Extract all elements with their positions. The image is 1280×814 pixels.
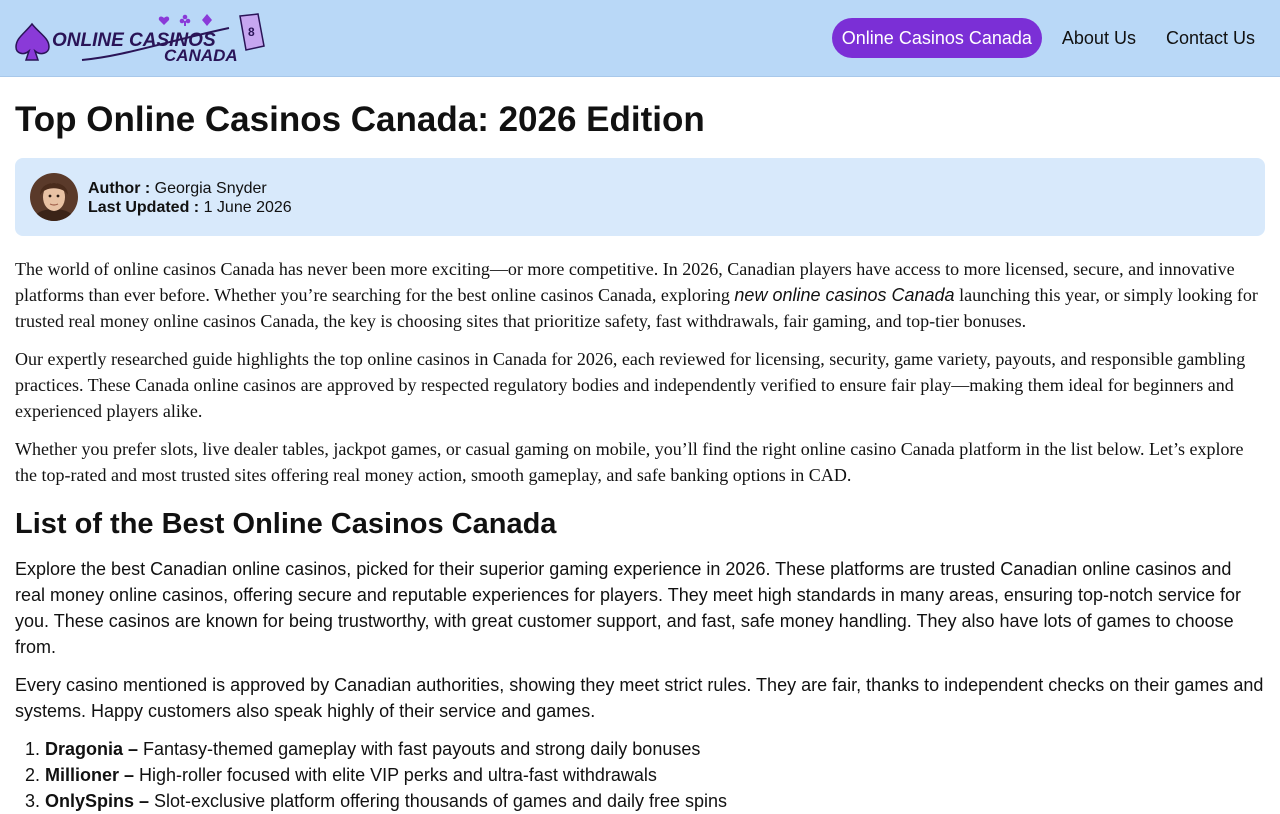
casino-desc: Fantasy-themed gameplay with fast payouts and strong daily bonuses bbox=[138, 739, 701, 759]
author-meta bbox=[88, 179, 292, 217]
author-avatar bbox=[30, 173, 78, 221]
list-heading: List of the Best Online Casinos Canada bbox=[15, 508, 557, 540]
spade-icon bbox=[16, 24, 49, 60]
list-paragraph-1: Explore the best Canadian online casinos, picked for their superior gaming experience in 2026. These platforms are trusted Canadian online casinos and real money online casinos, offering secure and reputable experiences for players. They meet high standards in many areas, ensuring top-notch service for you. These casinos are known for being trustworthy, with great customer support, and fast, safe money handling. They also have lots of games to choose from. bbox=[15, 559, 1242, 657]
intro-paragraph-1 bbox=[15, 256, 1265, 334]
casino-desc: High-roller focused with elite VIP perks and ultra-fast withdrawals bbox=[134, 765, 657, 785]
site-logo[interactable] bbox=[14, 12, 266, 64]
intro-paragraph-3: Whether you prefer slots, live dealer tables, jackpot games, or casual gaming on mobile, you’ll find the right online casino Canada platform in the list below. Let’s explore the top-rated and most trusted sites offering real money action, smooth gameplay, and safe banking options in CAD. bbox=[15, 439, 1244, 485]
logo-line1: ONLINE CASINOS bbox=[52, 30, 216, 51]
list-item bbox=[45, 762, 1265, 788]
card-icon bbox=[240, 14, 264, 50]
author-box bbox=[15, 158, 1265, 236]
intro-p1-after: launching this year, or simply looking for trusted real money online casinos Canada, the key is choosing sites that prioritize safety, fast withdrawals, fair gaming, and top-tier bonuses. bbox=[15, 285, 1258, 331]
casino-desc: Slot-exclusive platform offering thousands of games and daily free spins bbox=[149, 791, 728, 811]
casino-name: Dragonia – bbox=[45, 739, 139, 759]
svg-text:8: 8 bbox=[248, 25, 255, 39]
intro-p1-before: The world of online casinos Canada has never been more exciting—or more competitive. In 2026, Canadian players have access to more licensed, secure, and innovative platforms than ever before. Whether you’re searching for the best online casinos Canada, exploring bbox=[15, 259, 1235, 305]
updated-label: Last Updated : bbox=[88, 199, 200, 216]
author-label: Author : bbox=[88, 180, 151, 197]
list-paragraph-2: Every casino mentioned is approved by Canadian authorities, showing they meet strict rules. They are fair, thanks to independent checks on their games and systems. Happy customers also speak highly of their service and games. bbox=[15, 675, 1264, 721]
page-title: Top Online Casinos Canada: 2026 Edition bbox=[15, 100, 705, 139]
intro-paragraph-2: Our expertly researched guide highlights the top online casinos in Canada for 2026, each reviewed for licensing, security, game variety, payouts, and responsible gambling practices. These Canada online casinos are approved by respected regulatory bodies and independently verified to ensure fair play—making them ideal for beginners and experienced players alike. bbox=[15, 349, 1246, 421]
casino-list bbox=[15, 736, 1265, 814]
casino-name: Millioner – bbox=[45, 765, 135, 785]
author-name: Georgia Snyder bbox=[154, 180, 267, 197]
updated-line bbox=[88, 198, 292, 217]
main-nav bbox=[832, 18, 1265, 58]
intro-p1-emphasis: new online casinos Canada bbox=[734, 285, 955, 305]
nav-about-us[interactable]: About Us bbox=[1061, 28, 1136, 48]
avatar-image bbox=[30, 173, 78, 221]
author-line bbox=[88, 179, 292, 198]
logo-line2: CANADA bbox=[164, 46, 238, 64]
main-content bbox=[15, 77, 1265, 814]
list-item bbox=[45, 736, 1265, 762]
nav-contact-us[interactable]: Contact Us bbox=[1165, 28, 1255, 48]
site-header bbox=[0, 0, 1280, 77]
casino-name: OnlySpins – bbox=[45, 791, 150, 811]
suit-icons bbox=[159, 14, 212, 26]
nav-online-casinos-canada[interactable]: Online Casinos Canada bbox=[832, 18, 1042, 58]
updated-value: 1 June 2026 bbox=[203, 199, 292, 216]
list-item bbox=[45, 788, 1265, 814]
logo-graphic bbox=[14, 12, 266, 64]
